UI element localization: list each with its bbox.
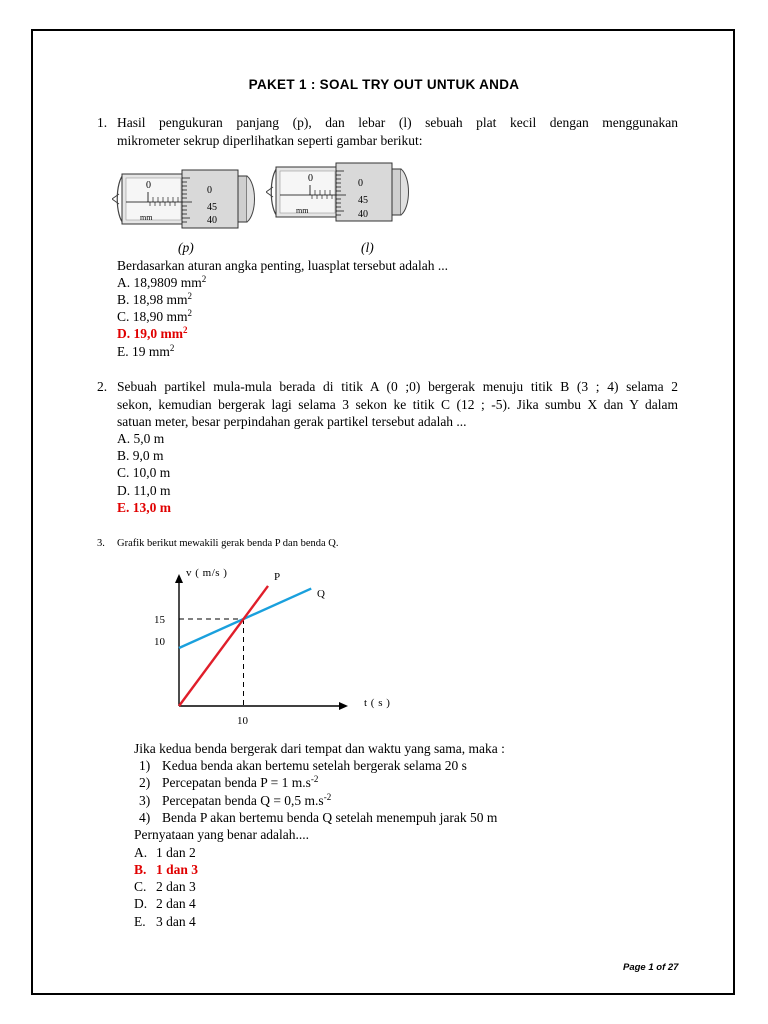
series-p-label: P (274, 571, 281, 583)
q2-option-e-answer: E. 13,0 m (117, 500, 171, 515)
y-tick-10: 10 (154, 636, 165, 648)
l-thimble-bot: 40 (358, 209, 368, 220)
q2-line2: sekon, kemudian bergerak lagi selama 3 sekon ke titik C (12 ; -5). Jika sumbu X dan Y dalam (117, 397, 678, 412)
q1-option-b: B. 18,98 $mm^2$ (117, 291, 193, 307)
q3-option-b-answer: 1 dan 3 (156, 862, 199, 877)
p-thimble-bot: 40 (207, 215, 217, 226)
x-axis-arrow (339, 702, 348, 710)
q3-number: 3. (97, 538, 105, 549)
y-axis-label: v ( m/s ) (186, 567, 228, 579)
x-tick-10: 10 (237, 715, 248, 727)
q3-statement-4: Benda P akan bertemu benda Q setelah menempuh jarak 50 m (162, 810, 498, 825)
q1-number: 1. (97, 115, 108, 130)
micrometer-p-figure (112, 164, 257, 234)
caption-l: (l) (361, 240, 374, 255)
p-thimble-mid: 45 (207, 202, 217, 213)
q1-stem-line1: Hasil pengukuran panjang (p), dan lebar (l) sebuah plat kecil dengan menggunakan (117, 115, 678, 130)
q1-option-c: C. 18,90 $mm^2$ (117, 308, 193, 324)
l-main-zero: 0 (308, 173, 313, 184)
y-axis-arrow (175, 574, 183, 583)
q1-question: Berdasarkan aturan angka penting, luasplat tersebut adalah ... (117, 258, 449, 273)
q2-number: 2. (97, 379, 108, 394)
q3-option-b-letter: B. (134, 862, 147, 877)
page-number: Page 1 of 27 (623, 962, 679, 973)
q3-option-c-letter: C. (134, 879, 147, 894)
q3-option-a-letter: A. (134, 845, 148, 860)
q3-option-e: 3 dan 4 (156, 914, 196, 929)
l-unit-label: mm (296, 206, 309, 215)
q3-statement-2-num: 2) (139, 775, 151, 790)
l-thimble-mid: 45 (358, 195, 368, 206)
q3-option-c: 2 dan 3 (156, 879, 196, 894)
q1-stem-line2: mikrometer sekrup diperlihatkan seperti gambar berikut: (117, 133, 423, 148)
q3-option-d: 2 dan 4 (156, 896, 196, 911)
series-p-line (179, 586, 268, 706)
q3-statement-4-num: 4) (139, 810, 151, 825)
q2-option-d: D. 11,0 m (117, 483, 171, 498)
q2-line3: satuan meter, besar perpindahan gerak partikel tersebut adalah ... (117, 414, 467, 429)
p-main-zero: 0 (146, 180, 151, 191)
y-tick-15: 15 (154, 614, 165, 626)
micrometer-l-figure (266, 157, 411, 227)
p-unit-label: mm (140, 213, 153, 222)
x-axis-label: t ( s ) (364, 697, 391, 709)
q3-statement-3: Percepatan benda Q = 0,5 $m.s^{-2}$ (162, 792, 332, 808)
q1-option-d-answer: D. 19,0 $mm^2$ (117, 325, 188, 341)
q3-condition: Jika kedua benda bergerak dari tempat dan waktu yang sama, maka : (134, 741, 505, 756)
series-q-label: Q (317, 588, 325, 600)
p-thimble-top: 0 (207, 185, 212, 196)
q1-option-e: E. 19 $mm^2$ (117, 343, 175, 359)
q3-option-d-letter: D. (134, 896, 148, 911)
q3-option-a: 1 dan 2 (156, 845, 196, 860)
q3-statement-3-num: 3) (139, 793, 151, 808)
l-thimble-top: 0 (358, 178, 363, 189)
velocity-time-graph (140, 560, 410, 730)
q1-option-a: A. 18,9809 $mm^2$ (117, 274, 207, 290)
caption-p: (p) (178, 240, 194, 255)
page-title: PAKET 1 : SOAL TRY OUT UNTUK ANDA (248, 77, 520, 92)
q3-intro: Grafik berikut mewakili gerak benda P dan benda Q. (117, 538, 339, 549)
q3-option-e-letter: E. (134, 914, 146, 929)
q2-option-a: A. 5,0 m (117, 431, 165, 446)
q3-statement-2: Percepatan benda P = 1 $m.s^{-2}$ (162, 774, 319, 790)
q3-prompt: Pernyataan yang benar adalah.... (134, 827, 310, 842)
q2-line1: Sebuah partikel mula-mula berada di titik A (0 ;0) bergerak menuju titik B (3 ; 4) selama 2 (117, 379, 678, 394)
q3-statement-1: Kedua benda akan bertemu setelah bergerak selama 20 s (162, 758, 467, 773)
q3-statement-1-num: 1) (139, 758, 151, 773)
q2-option-b: B. 9,0 m (117, 448, 164, 463)
q2-option-c: C. 10,0 m (117, 465, 171, 480)
